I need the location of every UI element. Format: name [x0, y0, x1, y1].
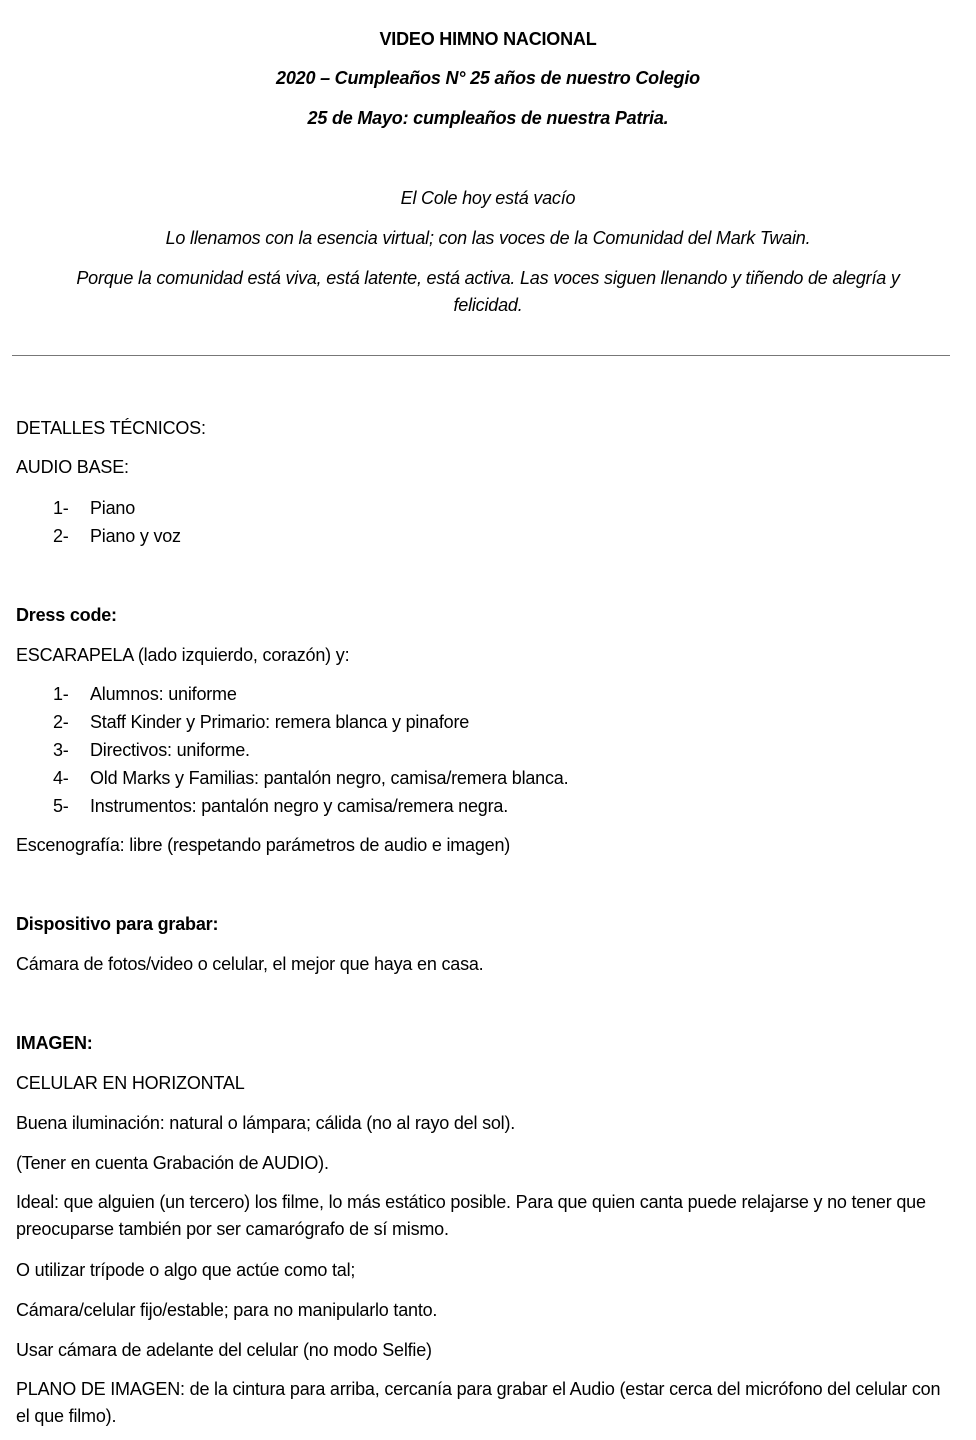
list-number: 4- [53, 768, 69, 788]
image-line: CELULAR EN HORIZONTAL [16, 1073, 245, 1093]
image-line: O utilizar trípode o algo que actúe como tal; [16, 1260, 356, 1280]
list-item [53, 496, 135, 520]
image-line: Buena iluminación: natural o lámpara; cálida (no al rayo del sol). [16, 1113, 516, 1133]
scenography-text: Escenografía: libre (respetando parámetros de audio e imagen) [16, 835, 511, 855]
device-text: Cámara de fotos/video o celular, el mejor que haya en casa. [16, 954, 484, 974]
list-text: Piano y voz [90, 526, 181, 546]
list-item [53, 794, 508, 818]
intro-line: Lo llenamos con la esencia virtual; con las voces de la Comunidad del Mark Twain. [165, 228, 811, 248]
list-item [53, 524, 181, 548]
divider [12, 355, 950, 356]
dress-code-intro: ESCARAPELA (lado izquierdo, corazón) y: [16, 645, 350, 665]
list-number: 3- [53, 740, 69, 760]
list-number: 5- [53, 796, 69, 816]
list-text: Piano [90, 498, 136, 518]
intro-line: El Cole hoy está vacío [400, 188, 576, 208]
image-line: Ideal: que alguien (un tercero) los filme, lo más estático posible. Para que quien canta puede relajarse y no tener que preocuparse también por ser camarógrafo de sí mismo. [16, 1192, 926, 1239]
image-line: (Tener en cuenta Grabación de AUDIO). [16, 1153, 329, 1173]
image-line: Cámara/celular fijo/estable; para no manipularlo tanto. [16, 1300, 438, 1320]
document-title: VIDEO HIMNO NACIONAL [379, 29, 597, 49]
list-text: Old Marks y Familias: pantalón negro, camisa/remera blanca. [90, 768, 569, 788]
dress-code-heading: Dress code: [16, 605, 117, 625]
list-item [53, 738, 250, 762]
intro-line: Porque la comunidad está viva, está latente, está activa. Las voces siguen llenando y tiñendo de alegría y felicidad. [76, 268, 900, 315]
list-number: 2- [53, 712, 69, 732]
document-subtitle-patria: 25 de Mayo: cumpleaños de nuestra Patria. [307, 108, 669, 128]
list-item [53, 710, 469, 734]
list-text: Staff Kinder y Primario: remera blanca y pinafore [90, 712, 470, 732]
technical-heading: DETALLES TÉCNICOS: [16, 418, 206, 438]
list-item [53, 766, 568, 790]
list-text: Directivos: uniforme. [90, 740, 250, 760]
list-text: Alumnos: uniforme [90, 684, 237, 704]
list-text: Instrumentos: pantalón negro y camisa/remera negra. [90, 796, 509, 816]
document-subtitle-anniversary: 2020 – Cumpleaños N° 25 años de nuestro Colegio [276, 68, 700, 88]
audio-base-label: AUDIO BASE: [16, 457, 129, 477]
list-number: 2- [53, 526, 69, 546]
list-number: 1- [53, 684, 69, 704]
image-heading: IMAGEN: [16, 1033, 93, 1053]
image-line: Usar cámara de adelante del celular (no modo Selfie) [16, 1340, 432, 1360]
list-number: 1- [53, 498, 69, 518]
image-line: PLANO DE IMAGEN: de la cintura para arriba, cercanía para grabar el Audio (estar cerca del micrófono del celular con el que filmo). [16, 1379, 941, 1426]
list-item [53, 682, 237, 706]
device-heading: Dispositivo para grabar: [16, 914, 219, 934]
